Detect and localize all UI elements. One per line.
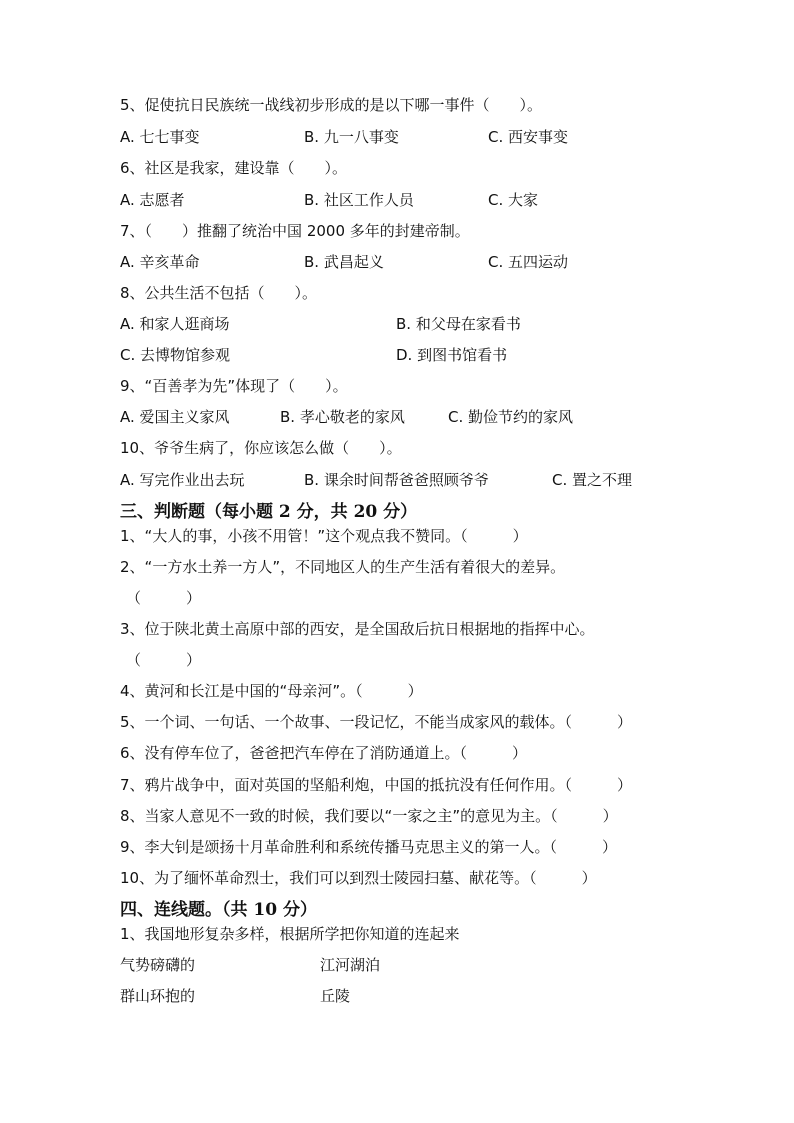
matching-left-item: 群山环抱的 — [120, 987, 196, 1005]
tf-item: 8、当家人意见不一致的时候，我们要以“一家之主”的意见为主。（ ） — [120, 807, 618, 825]
matching-right-item: 江河湖泊 — [320, 956, 381, 974]
matching-left-item: 气势磅礴的 — [120, 956, 196, 974]
tf-item: 6、没有停车位了，爸爸把汽车停在了消防通道上。（ ） — [120, 744, 528, 762]
tf-item: 3、位于陕北黄土高原中部的西安，是全国敌后抗日根据地的指挥中心。 — [120, 620, 595, 638]
option-b: B. 九一八事变 — [304, 128, 399, 146]
section-heading-judgement: 三、判断题（每小题 2 分，共 20 分） — [120, 502, 418, 522]
matching-right-item: 丘陵 — [320, 987, 351, 1005]
tf-item: 5、一个词、一句话、一个故事、一段记忆，不能当成家风的载体。（ ） — [120, 713, 633, 731]
question-stem: 9、“百善孝为先”体现了（ ）。 — [120, 377, 348, 395]
option-b: B. 武昌起义 — [304, 253, 384, 271]
tf-item: 1、“大人的事，小孩不用管！”这个观点我不赞同。（ ） — [120, 527, 528, 545]
option-c: C. 五四运动 — [488, 253, 569, 271]
option-a: A. 七七事变 — [120, 128, 200, 146]
question-stem: 6、社区是我家，建设靠（ ）。 — [120, 159, 348, 177]
option-a: A. 写完作业出去玩 — [120, 471, 245, 489]
tf-answer-blank: （ ） — [126, 589, 202, 607]
tf-item: 10、为了缅怀革命烈士，我们可以到烈士陵园扫墓、献花等。（ ） — [120, 869, 597, 887]
question-stem: 5、促使抗日民族统一战线初步形成的是以下哪一事件（ ）。 — [120, 96, 543, 114]
option-d: D. 到图书馆看书 — [396, 346, 508, 364]
question-stem: 7、（ ）推翻了统治中国 2000 多年的封建帝制。 — [120, 222, 470, 240]
option-c: C. 置之不理 — [552, 471, 633, 489]
option-a: A. 和家人逛商场 — [120, 315, 230, 333]
option-c: C. 大家 — [488, 191, 539, 209]
option-a: A. 爱国主义家风 — [120, 408, 230, 426]
option-b: B. 和父母在家看书 — [396, 315, 521, 333]
tf-item: 7、鸦片战争中，面对英国的坚船利炮，中国的抵抗没有任何作用。（ ） — [120, 776, 633, 794]
section-heading-matching: 四、连线题。（共 10 分） — [120, 900, 317, 920]
option-b: B. 孝心敬老的家风 — [280, 408, 405, 426]
option-a: A. 志愿者 — [120, 191, 185, 209]
tf-answer-blank: （ ） — [126, 651, 202, 669]
question-stem: 8、公共生活不包括（ ）。 — [120, 284, 318, 302]
option-c: C. 勤俭节约的家风 — [448, 408, 574, 426]
tf-item: 4、黄河和长江是中国的“母亲河”。（ ） — [120, 682, 423, 700]
question-stem: 10、爷爷生病了，你应该怎么做（ ）。 — [120, 439, 402, 457]
option-b: B. 课余时间帮爸爸照顾爷爷 — [304, 471, 489, 489]
option-b: B. 社区工作人员 — [304, 191, 414, 209]
tf-item: 2、“一方水土养一方人”，不同地区人的生产生活有着很大的差异。 — [120, 558, 566, 576]
option-a: A. 辛亥革命 — [120, 253, 200, 271]
tf-item: 9、李大钊是颂扬十月革命胜利和系统传播马克思主义的第一人。（ ） — [120, 838, 618, 856]
matching-prompt: 1、我国地形复杂多样，根据所学把你知道的连起来 — [120, 925, 460, 943]
option-c: C. 去博物馆参观 — [120, 346, 231, 364]
option-c: C. 西安事变 — [488, 128, 569, 146]
